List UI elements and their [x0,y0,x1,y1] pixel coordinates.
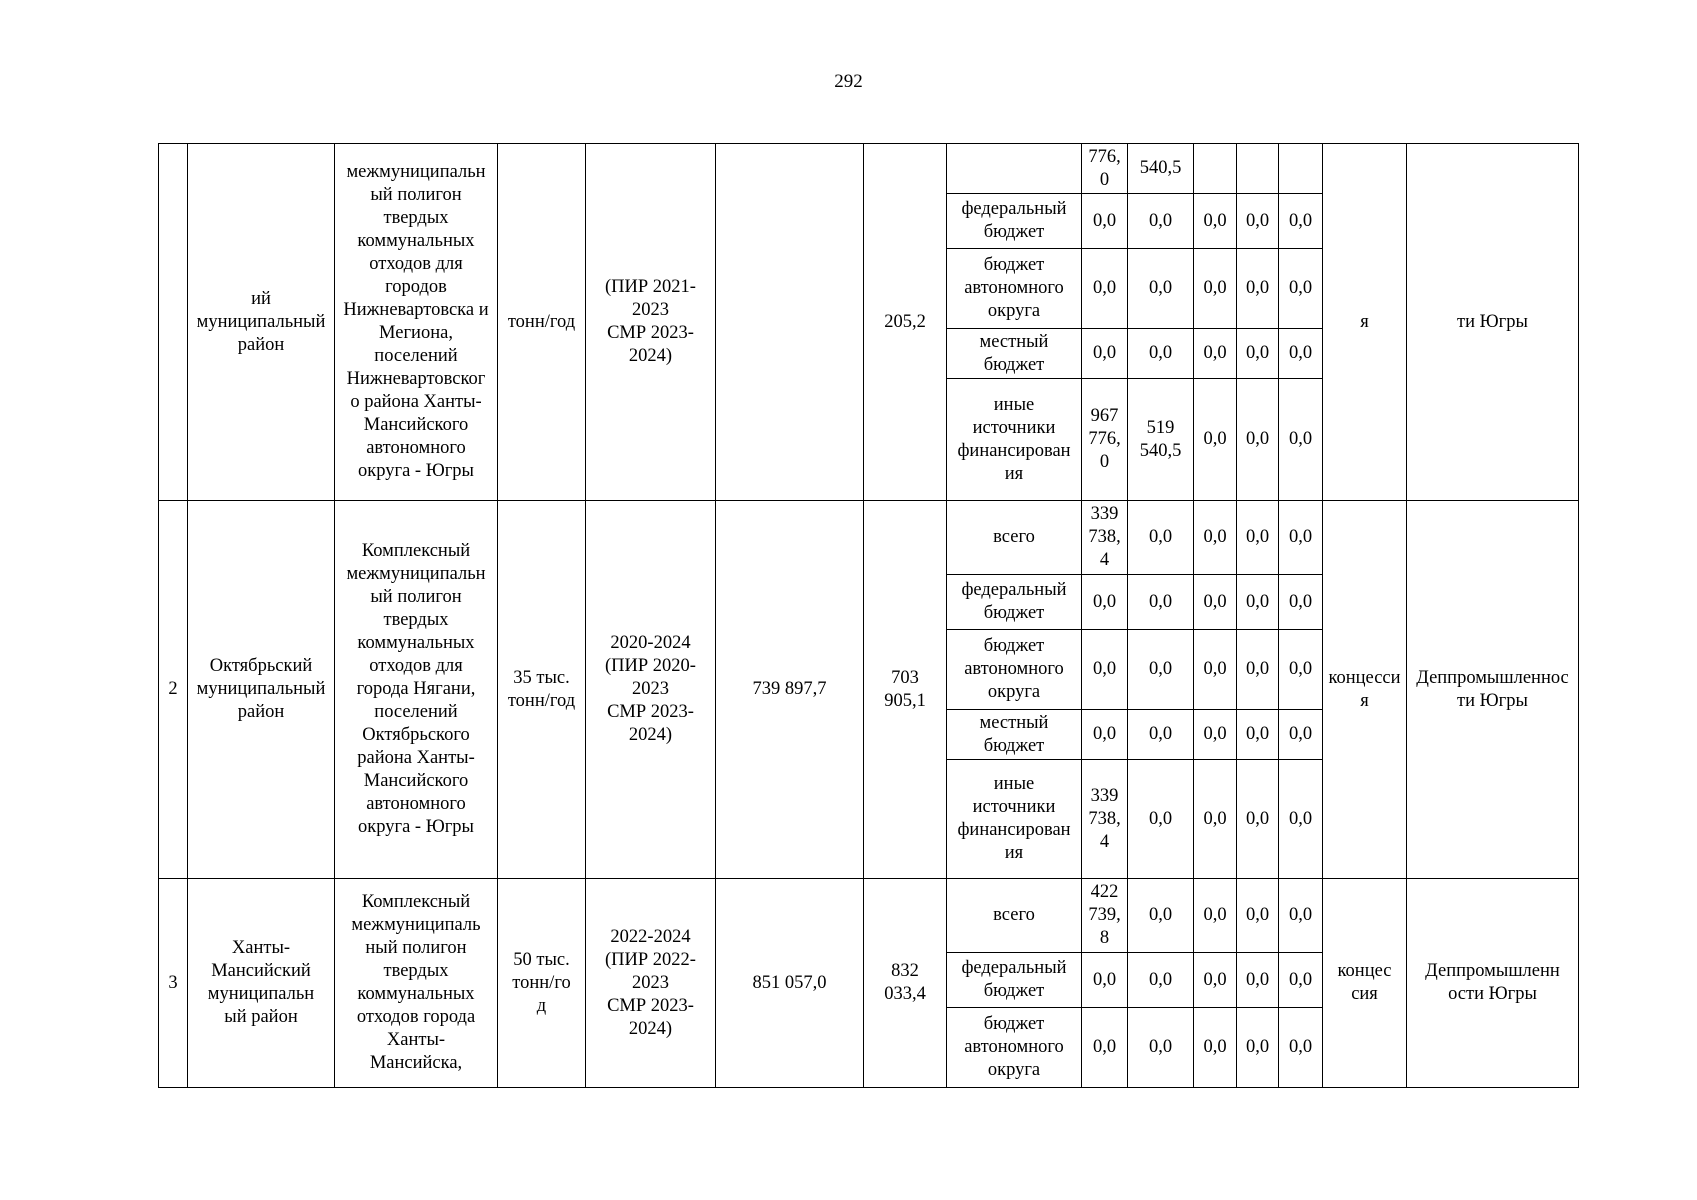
value-cell: 0,0 [1237,760,1279,879]
value-cell: 0,0 [1237,501,1279,575]
investment-projects-table [158,143,1579,1088]
value-cell: 0,0 [1237,329,1279,379]
value-cell: 0,0 [1279,379,1323,501]
value-cell: 0,0 [1128,760,1194,879]
capacity-cell: 35 тыс. тонн/год [498,501,586,879]
value-cell: 0,0 [1279,879,1323,953]
value-cell: 0,0 [1194,953,1237,1008]
object-name-cell: межмуниципальн ый полигон твердых коммунальных отходов для городов Нижневартовска и Мегиона, поселений Нижневартовског о района Ханты- Мансийского автономного округа - Югры [335,144,498,501]
remaining-cost-cell: 703 905,1 [864,501,947,879]
capacity-cell: тонн/год [498,144,586,501]
table-row [159,144,1579,194]
responsible-cell: ти Югры [1407,144,1579,501]
funding-source: бюджет автономного округа [947,249,1082,329]
funding-source: иные источники финансирован ия [947,760,1082,879]
value-cell: 0,0 [1128,630,1194,710]
funding-source: местный бюджет [947,329,1082,379]
value-cell: 0,0 [1279,710,1323,760]
value-cell: 0,0 [1128,329,1194,379]
funding-source: иные источники финансирован ия [947,379,1082,501]
value-cell: 967 776, 0 [1082,379,1128,501]
funding-source: всего [947,879,1082,953]
period-cell: (ПИР 2021- 2023 СМР 2023- 2024) [586,144,716,501]
value-cell: 0,0 [1279,1008,1323,1088]
value-cell: 0,0 [1237,575,1279,630]
value-cell: 0,0 [1194,501,1237,575]
district-cell: Ханты- Мансийский муниципальн ый район [188,879,335,1088]
funding-source [947,144,1082,194]
total-cost-cell: 739 897,7 [716,501,864,879]
value-cell: 0,0 [1194,249,1237,329]
value-cell: 0,0 [1082,1008,1128,1088]
funding-source: бюджет автономного округа [947,1008,1082,1088]
value-cell [1194,144,1237,194]
object-name-cell: Комплексный межмуниципальн ый полигон твердых коммунальных отходов для города Нягани, поселений Октябрьского района Ханты- Мансийского автономного округа - Югры [335,501,498,879]
value-cell: 0,0 [1082,329,1128,379]
value-cell: 0,0 [1082,575,1128,630]
value-cell: 0,0 [1279,249,1323,329]
value-cell: 0,0 [1128,501,1194,575]
value-cell: 0,0 [1194,329,1237,379]
value-cell: 0,0 [1082,953,1128,1008]
value-cell: 0,0 [1279,194,1323,249]
value-cell: 0,0 [1237,1008,1279,1088]
value-cell: 0,0 [1082,194,1128,249]
value-cell: 0,0 [1194,630,1237,710]
value-cell: 0,0 [1128,953,1194,1008]
remaining-cost-cell: 205,2 [864,144,947,501]
funding-source: бюджет автономного округа [947,630,1082,710]
object-name-cell: Комплексный межмуниципаль ный полигон твердых коммунальных отходов города Ханты- Мансийска, [335,879,498,1088]
total-cost-cell: 851 057,0 [716,879,864,1088]
value-cell [1279,144,1323,194]
value-cell: 0,0 [1279,760,1323,879]
value-cell: 0,0 [1237,379,1279,501]
funding-source: местный бюджет [947,710,1082,760]
value-cell: 0,0 [1128,879,1194,953]
value-cell: 0,0 [1279,575,1323,630]
value-cell: 519 540,5 [1128,379,1194,501]
value-cell: 0,0 [1194,879,1237,953]
responsible-cell: Деппромышленнос ти Югры [1407,501,1579,879]
table-row [159,879,1579,953]
total-cost-cell [716,144,864,501]
value-cell: 0,0 [1237,630,1279,710]
value-cell: 422 739, 8 [1082,879,1128,953]
mechanism-cell: я [1323,144,1407,501]
value-cell: 339 738, 4 [1082,501,1128,575]
value-cell: 0,0 [1082,630,1128,710]
district-cell: ий муниципальный район [188,144,335,501]
mechanism-cell: концесси я [1323,501,1407,879]
value-cell: 0,0 [1237,879,1279,953]
value-cell: 0,0 [1128,575,1194,630]
value-cell: 0,0 [1237,194,1279,249]
value-cell: 0,0 [1194,710,1237,760]
funding-source: федеральный бюджет [947,575,1082,630]
funding-source: всего [947,501,1082,575]
value-cell: 0,0 [1237,710,1279,760]
capacity-cell: 50 тыс. тонн/го д [498,879,586,1088]
value-cell: 0,0 [1194,379,1237,501]
project-index: 2 [159,501,188,879]
value-cell [1237,144,1279,194]
period-cell: 2020-2024 (ПИР 2020- 2023 СМР 2023- 2024) [586,501,716,879]
value-cell: 0,0 [1237,953,1279,1008]
table-row [159,501,1579,575]
value-cell: 0,0 [1082,249,1128,329]
mechanism-cell: концес сия [1323,879,1407,1088]
value-cell: 540,5 [1128,144,1194,194]
value-cell: 0,0 [1279,953,1323,1008]
value-cell: 0,0 [1128,194,1194,249]
remaining-cost-cell: 832 033,4 [864,879,947,1088]
district-cell: Октябрьский муниципальный район [188,501,335,879]
value-cell: 0,0 [1279,329,1323,379]
page-number: 292 [834,71,863,92]
value-cell: 0,0 [1194,575,1237,630]
value-cell: 0,0 [1194,760,1237,879]
value-cell: 0,0 [1082,710,1128,760]
value-cell: 0,0 [1128,1008,1194,1088]
value-cell: 0,0 [1194,1008,1237,1088]
project-index [159,144,188,501]
responsible-cell: Деппромышленн ости Югры [1407,879,1579,1088]
value-cell: 0,0 [1279,501,1323,575]
funding-source: федеральный бюджет [947,953,1082,1008]
value-cell: 0,0 [1128,710,1194,760]
period-cell: 2022-2024 (ПИР 2022- 2023 СМР 2023- 2024) [586,879,716,1088]
value-cell: 0,0 [1128,249,1194,329]
value-cell: 339 738, 4 [1082,760,1128,879]
value-cell: 776, 0 [1082,144,1128,194]
funding-source: федеральный бюджет [947,194,1082,249]
project-index: 3 [159,879,188,1088]
value-cell: 0,0 [1237,249,1279,329]
value-cell: 0,0 [1194,194,1237,249]
value-cell: 0,0 [1279,630,1323,710]
